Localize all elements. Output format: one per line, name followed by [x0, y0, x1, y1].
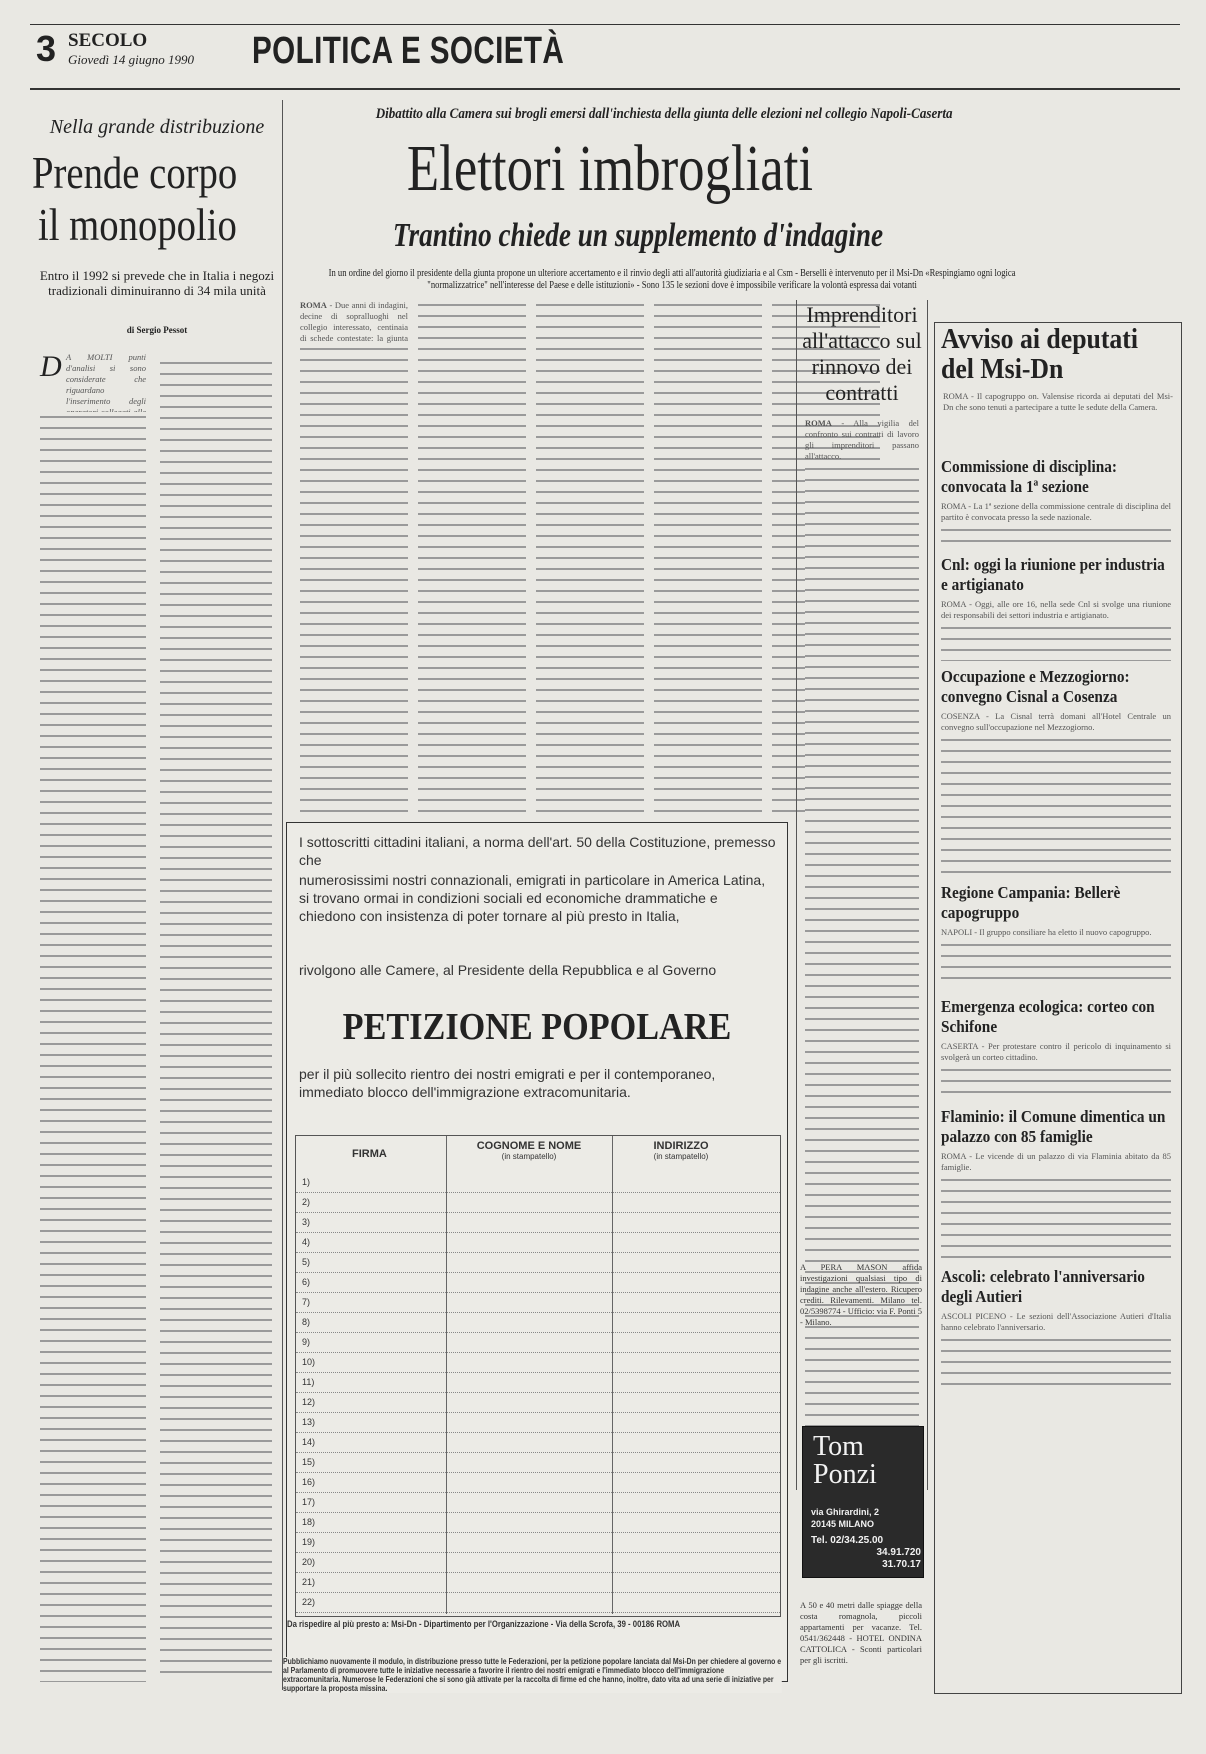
col-header-indirizzo [626, 1140, 736, 1161]
sidebar-item-text: ROMA - La 1ª sezione della commissione centrale di disciplina del partito è convocata presso la sede nazionale. [941, 501, 1171, 522]
signature-row[interactable] [296, 1572, 780, 1593]
third-lead: ROMA - Alla vigilia del confronto sui contratti di lavoro gli imprenditori passano all'attacco. [805, 418, 919, 461]
sidebar-notice-title: Avviso ai deputati del Msi-Dn [941, 324, 1139, 385]
drop-cap: D [40, 350, 62, 383]
main-lead: ROMA - Due anni di indagini, decine di sopralluoghi nel collegio interessato, centinaia di schede contestate: la giunta [300, 300, 408, 340]
signature-row[interactable] [296, 1532, 780, 1553]
main-subhead: Trantino chiede un supplemento d'indagine [392, 217, 884, 254]
petition-title: PETIZIONE POPOLARE [342, 1006, 732, 1048]
third-dateline: ROMA [805, 418, 832, 428]
third-lead-text: Alla vigilia del confronto sui contratti di lavoro gli imprenditori passano all'attacco. [805, 418, 919, 461]
main-body-col1 [300, 344, 408, 820]
left-headline-2: il monopolio [38, 200, 237, 250]
left-headline-1: Prende corpo [32, 148, 238, 198]
row-number: 2) [302, 1197, 311, 1207]
row-number: 13) [302, 1417, 316, 1427]
row-number: 5) [302, 1257, 311, 1267]
row-number: 3) [302, 1217, 311, 1227]
col-indirizzo-sub: (in stampatello) [653, 1152, 709, 1161]
sidebar-item-title: Occupazione e Mezzogiorno: convegno Cisnal a Cosenza [941, 667, 1130, 706]
row-number: 19) [302, 1537, 316, 1547]
sidebar-item-filler [941, 1335, 1171, 1385]
signature-row[interactable] [296, 1412, 780, 1433]
sidebar-item-title: Regione Campania: Bellerè capogruppo [941, 883, 1121, 922]
row-number: 6) [302, 1277, 311, 1287]
main-lead-text: Due anni di indagini, decine di sopralluoghi nel collegio interessato, centinaia di schede contestate: la giunta [300, 300, 408, 343]
ad-name: Tom Ponzi [813, 1431, 877, 1490]
classified-notice-1: A PERA MASON affida investigazioni qualsiasi tipo di indagine anche all'estero. Ricupero crediti. Rilevamenti. Milano tel. 02/5398774 - Ufficio: via F. Ponti 5 - Milano. [800, 1262, 922, 1327]
sidebar-item-text: ROMA - Oggi, alle ore 16, nella sede Cnl si svolge una riunione dei responsabili dei settori industria e artigianato. [941, 599, 1171, 620]
sidebar-item-filler [941, 940, 1171, 980]
sidebar-item-title: Cnl: oggi la riunione per industria e artigianato [941, 555, 1165, 594]
signature-rows [296, 1172, 780, 1614]
sidebar-item [941, 555, 1177, 663]
sidebar-item-title: Emergenza ecologica: corteo con Schifone [941, 997, 1155, 1036]
col-indirizzo-label: INDIRIZZO [653, 1140, 709, 1152]
sidebar-item [941, 1107, 1177, 1263]
petition-intro-3: rivolgono alle Camere, al Presidente della Repubblica e al Governo [299, 962, 717, 978]
ad-phone-3: 31.70.17 [882, 1559, 921, 1570]
signature-row[interactable] [296, 1192, 780, 1213]
col-cognome-label: COGNOME E NOME [476, 1140, 582, 1152]
signature-row[interactable] [296, 1432, 780, 1453]
signature-row[interactable] [296, 1332, 780, 1353]
row-number: 17) [302, 1497, 316, 1507]
row-number: 14) [302, 1437, 316, 1447]
row-number: 4) [302, 1237, 311, 1247]
section-title: POLITICA E SOCIETÀ [252, 30, 565, 72]
signature-row[interactable] [296, 1552, 780, 1573]
petition-request: per il più sollecito rientro dei nostri emigrati e per il contemporaneo, immediato blocco dell'immigrazione extracomunitaria. [299, 1066, 716, 1100]
signature-row[interactable] [296, 1232, 780, 1253]
sidebar-notice-text: ROMA - Il capogruppo on. Valensise ricorda ai deputati del Msi-Dn che sono tenuti a partecipare a tutte le sedute della Camera. [943, 391, 1173, 412]
sidebar-item [941, 667, 1177, 879]
row-number: 15) [302, 1457, 316, 1467]
main-body-col2 [418, 300, 526, 820]
sidebar [934, 322, 1182, 1694]
sidebar-item-filler [941, 623, 1171, 661]
main-headline: Elettori imbrogliati [406, 132, 814, 205]
issue-date: Giovedì 14 giugno 1990 [68, 52, 195, 67]
sidebar-item-title: Ascoli: celebrato l'anniversario degli Autieri [941, 1267, 1145, 1306]
col-header-firma: FIRMA [352, 1148, 387, 1160]
signature-row[interactable] [296, 1492, 780, 1513]
left-kicker: Nella grande distribuzione [49, 116, 265, 138]
signature-row[interactable] [296, 1372, 780, 1393]
signature-row[interactable] [296, 1272, 780, 1293]
sidebar-items [941, 457, 1177, 1687]
signature-row[interactable] [296, 1172, 780, 1193]
petition-intro-2: numerosissimi nostri connazionali, emigrati in particolare in America Latina, si trovano ormai in condizioni sociali ed economiche drammatiche e chiedono con insistenza di poter tornare al più presto in Italia, [299, 872, 766, 924]
ad-city: 20145 MILANO [811, 1519, 875, 1529]
signature-row[interactable] [296, 1452, 780, 1473]
sidebar-item-filler [941, 1065, 1171, 1101]
signature-row[interactable] [296, 1592, 780, 1613]
col-cognome-sub: (in stampatello) [501, 1152, 557, 1161]
sidebar-item-text: COSENZA - La Cisnal terrà domani all'Hotel Centrale un convegno sull'occupazione nel Mezzogiorno. [941, 711, 1171, 732]
left-article [32, 100, 283, 1690]
sidebar-item-filler [941, 525, 1171, 549]
header-rule-bottom [30, 88, 1180, 90]
col-header-cognome [464, 1140, 594, 1161]
sidebar-item [941, 1267, 1177, 1387]
row-number: 10) [302, 1357, 316, 1367]
signature-row[interactable] [296, 1472, 780, 1493]
row-number: 8) [302, 1317, 311, 1327]
sidebar-item-text: NAPOLI - Il gruppo consiliare ha eletto il nuovo capogruppo. [941, 927, 1152, 937]
third-headline: Imprenditori all'attacco sul rinnovo dei contratti [802, 302, 922, 405]
signature-row[interactable] [296, 1212, 780, 1233]
left-subhead: Entro il 1992 si prevede che in Italia i negozi tradizionali diminuiranno di 34 mila unità [39, 268, 275, 298]
classifieds [796, 1262, 926, 1692]
header-rule-top [30, 24, 1180, 25]
sidebar-item-title: Commissione di disciplina: convocata la 1ª sezione [941, 457, 1117, 496]
sidebar-item-text: ASCOLI PICENO - Le sezioni dell'Associazione Autieri d'Italia hanno celebrato l'anniversario. [941, 1311, 1171, 1332]
signature-row[interactable] [296, 1252, 780, 1273]
signature-row[interactable] [296, 1292, 780, 1313]
left-lead-text: A MOLTI punti d'analisi si sono considerate che riguardano l'inserimento degli [66, 352, 146, 406]
row-number: 18) [302, 1517, 316, 1527]
left-body-col1 [40, 412, 146, 1682]
classified-notice-2: A 50 e 40 metri dalle spiagge della costa romagnola, piccoli appartamenti per vacanze. Tel. 0541/362448 - HOTEL ONDINA CATTOLICA - Sconti particolari per gli iscritti. [800, 1600, 922, 1665]
left-byline: di Sergio Pessot [126, 325, 188, 335]
row-number: 1) [302, 1177, 311, 1187]
sidebar-item [941, 457, 1177, 551]
row-number: 12) [302, 1397, 316, 1407]
main-body-col4 [654, 300, 762, 820]
main-body-col3 [536, 300, 644, 820]
return-note: Da rispedire al più presto a: Msi-Dn - Dipartimento per l'Organizzazione - Via della Scrofa, 39 - 00186 ROMA [287, 1619, 681, 1629]
row-number: 7) [302, 1297, 311, 1307]
signature-row[interactable] [296, 1392, 780, 1413]
left-body-col2 [160, 358, 272, 1682]
sidebar-item-text: CASERTA - Per protestare contro il pericolo di inquinamento si svolgerà un corteo cittadino. [941, 1041, 1171, 1062]
sidebar-item [941, 997, 1177, 1103]
page-number: 3 [36, 28, 57, 69]
sidebar-item-text: ROMA - Le vicende di un palazzo di via Flaminia abitato da 85 famiglie. [941, 1151, 1171, 1172]
page-header [0, 0, 1206, 90]
sidebar-item-filler [941, 735, 1171, 877]
tom-ponzi-ad[interactable] [802, 1426, 924, 1578]
ad-phone-2: 34.91.720 [876, 1547, 921, 1558]
row-number: 11) [302, 1377, 315, 1387]
petition-intro-1: I sottoscritti cittadini italiani, a norma dell'art. 50 della Costituzione, premesso che [299, 834, 776, 868]
sidebar-item [941, 883, 1177, 993]
signature-row[interactable] [296, 1312, 780, 1333]
ad-phone-1: Tel. 02/34.25.00 [811, 1535, 884, 1546]
signature-row[interactable] [296, 1352, 780, 1373]
ad-address: via Ghirardini, 2 [811, 1507, 880, 1517]
main-dateline: ROMA [300, 300, 327, 310]
row-number: 16) [302, 1477, 316, 1487]
row-number: 9) [302, 1337, 311, 1347]
petition-footer-note: Pubblichiamo nuovamente il modulo, in distribuzione presso tutte le Federazioni, per la petizione popolare lanciata dal Msi-Dn per chiedere al governo e al Parlamento di promuovere tutte le iniziative necessarie a favorire il rientro dei nostri emigrati e l'immediato blocco dell'immigrazione extracomunitaria. Numerose le Federazioni che si sono già attivate per la raccolta di firme ed che hanno, inoltre, dato vita ad una serie di iniziative per supportare la proposta missina. [283, 1657, 782, 1693]
main-kicker: Dibattito alla Camera sui brogli emersi dall'inchiesta della giunta delle elezioni nel collegio Napoli-Caserta [375, 106, 953, 122]
sidebar-item-filler [941, 1175, 1171, 1261]
sidebar-item-title: Flaminio: il Comune dimentica un palazzo con 85 famiglie [941, 1107, 1166, 1146]
signature-row[interactable] [296, 1512, 780, 1533]
signature-table [295, 1135, 781, 1617]
row-number: 22) [302, 1597, 316, 1607]
row-number: 21) [302, 1577, 316, 1587]
main-summary: In un ordine del giorno il presidente della giunta propone un ulteriore accertamento e il rinvio degli atti all'autorità giudiziaria e al Csm - Berselli è intervenuto per il Msi-Dn «Respingiamo ogni logica "normalizzatrice" nell'interesse del Paese e delle istituzioni» - Sono 135 le sezioni dove è impossibile verificare la volontà espressa dai votanti [328, 268, 1016, 291]
petition-form [283, 822, 788, 1693]
paper-name: SECOLO [68, 30, 148, 51]
row-number: 20) [302, 1557, 316, 1567]
